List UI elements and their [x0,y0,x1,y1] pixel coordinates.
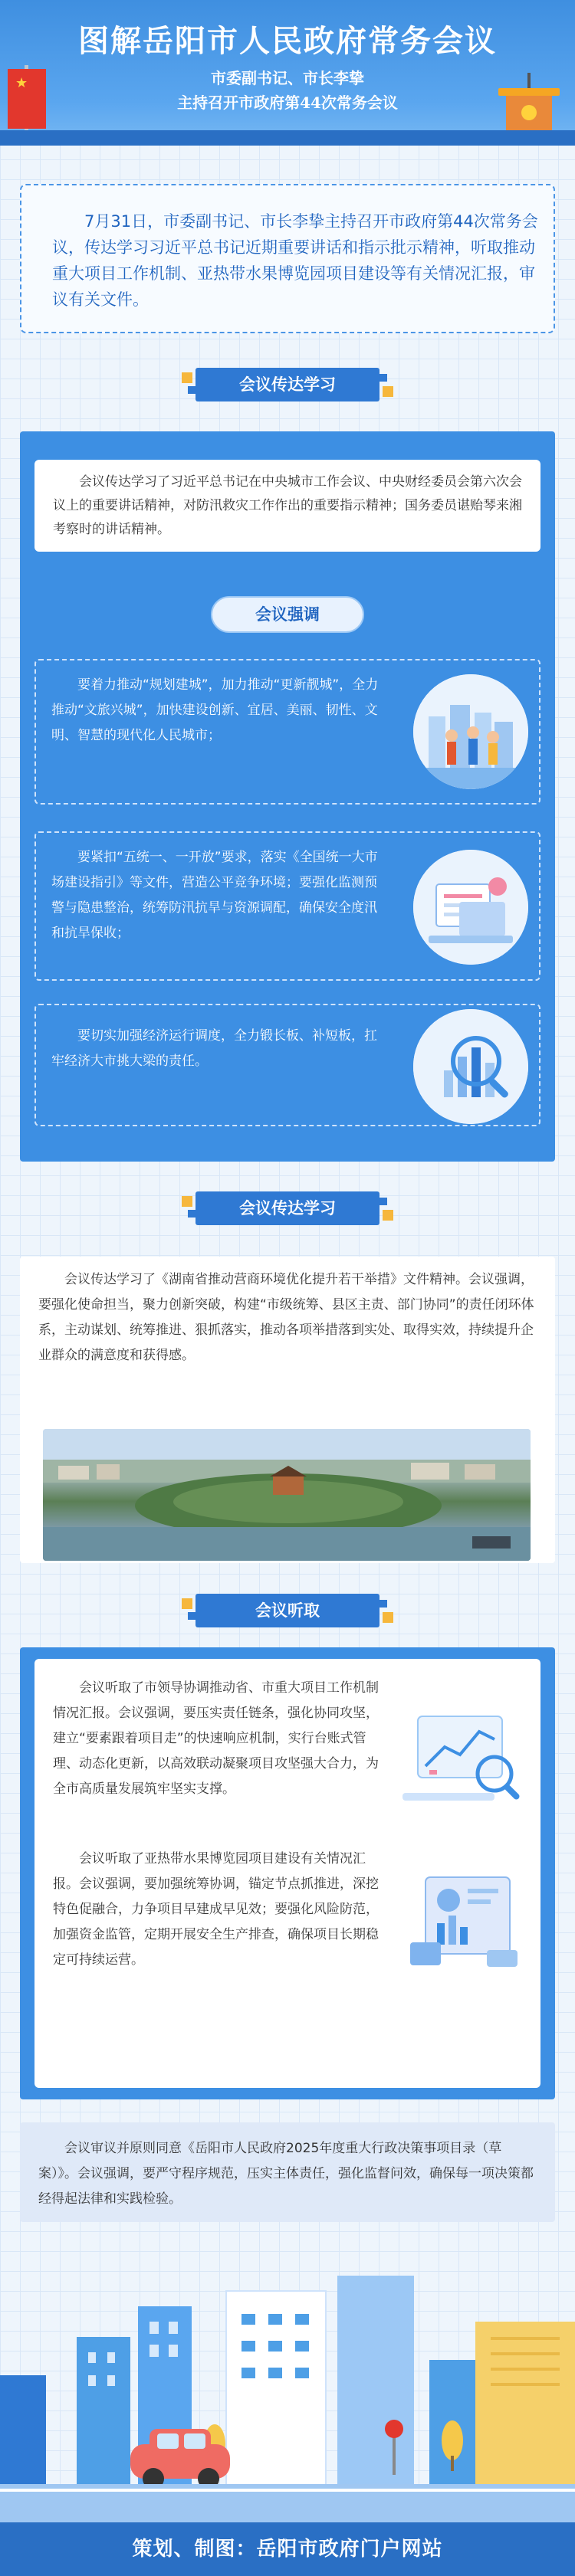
section-1-summary-card [34,460,540,552]
magnifier-chart-icon [413,1009,528,1124]
emphasis-point-3 [34,1004,540,1126]
section-3-para-3: 会议审议并原则同意《岳阳市人民政府2025年度重大行政决策事项目录（草案）》。会议强调，要严守程序规范，压实主体责任，强化监督问效，确保每一项决策都经得起法律和实践检验。 [38,2141,534,2207]
people-city-icon [413,674,528,789]
emphasis-label: 会议强调 [211,596,364,633]
section-2-text: 会议传达学习了《湖南省推动营商环境优化提升若干举措》文件精神。会议强调，要强化使命担当，聚力创新突破，构建“市级统筹、县区主责、部门协同”的责任闭环体系，主动谋划、统筹推进、狠抓落实，推动各项举措落到实处、取得实效，持续提升企业群众的满意度和获得感。 [38,1272,534,1363]
section-tag-1 [196,368,380,401]
header-banner [0,0,575,146]
subtitle-line-1: 市委副书记、市长李挚 [211,69,364,87]
emphasis-point-1 [34,659,540,805]
header-bottom-bar [0,130,575,146]
section-3-review-panel [20,2122,555,2222]
section-tag-2 [196,1191,380,1225]
emphasis-point-1-text: 要着力推动“规划建城”，加力推动“更新靓城”，全力推动“文旅兴城”，加快建设创新、宜居、美丽、韧性、文明、智慧的现代化人民城市； [51,677,379,743]
intro-text: 7月31日，市委副书记、市长李挚主持召开市政府第44次常务会议，传达学习习近平总书记近期重要讲话和指示批示精神，听取推动重大项目工作机制、亚热带水果博览园项目建设等有关情况汇报，审议有关文件。 [52,212,538,309]
section-tag-2-label: 会议传达学习 [239,1199,336,1218]
national-flag-icon: ★ [8,69,46,129]
city-skyline-illustration [0,2245,575,2522]
city-aerial-photo [43,1429,531,1561]
subtitle-line-2: 主持召开市政府第44次常务会议 [177,93,398,112]
emphasis-point-2-text: 要紧扣“五统一、一开放”要求，落实《全国统一大市场建设指引》等文件，营造公平竞争环境；要强化监测预警与隐患整治，统筹防汛抗旱与资源调配，确保安全度汛和抗旱保收； [51,850,378,941]
section-3-para-2: 会议听取了亚热带水果博览园项目建设有关情况汇报。会议强调，要加强统筹协调，锚定节点抓推进，深挖特色促融合，力争项目早建成早见效；要强化风险防范，加强资金监管，定期开展安全生产排查，确保项目长期稳定可持续运营。 [53,1851,379,1968]
footer-bar [0,2522,575,2576]
section-2-panel [20,1257,555,1563]
footer-credit: 策划、制图：岳阳市政府门户网站 [132,2538,443,2561]
section-3-para-1: 会议听取了市领导协调推动省、市重大项目工作机制情况汇报。会议强调，要压实责任链条，强化协同攻坚，建立“要素跟着项目走”的快速响应机制，实行台账式管理、动态化更新，以高效联动凝聚项目攻坚强大合力，为全市高质量发展筑牢坚实支撑。 [53,1680,379,1797]
emphasis-point-3-text: 要切实加强经济运行调度，全力锻长板、补短板，扛牢经济大市挑大梁的责任。 [51,1028,377,1069]
analytics-icon [402,1701,525,1816]
section-tag-1-label: 会议传达学习 [239,375,336,394]
documents-icon [413,850,528,965]
section-tag-3 [196,1594,380,1627]
section-3-card [34,1659,540,2088]
dashboard-icon [402,1866,525,1981]
intro-box [20,184,555,333]
page-title: 图解岳阳市人民政府常务会议 [78,23,497,59]
emphasis-point-2 [34,831,540,981]
section-1-summary-text: 会议传达学习了习近平总书记在中央城市工作会议、中央财经委员会第六次会议上的重要讲话精神，对防汛救灾工作作出的重要指示精神；国务委员谌贻琴来湘考察时的讲话精神。 [53,474,522,537]
section-tag-3-label: 会议听取 [255,1601,320,1620]
